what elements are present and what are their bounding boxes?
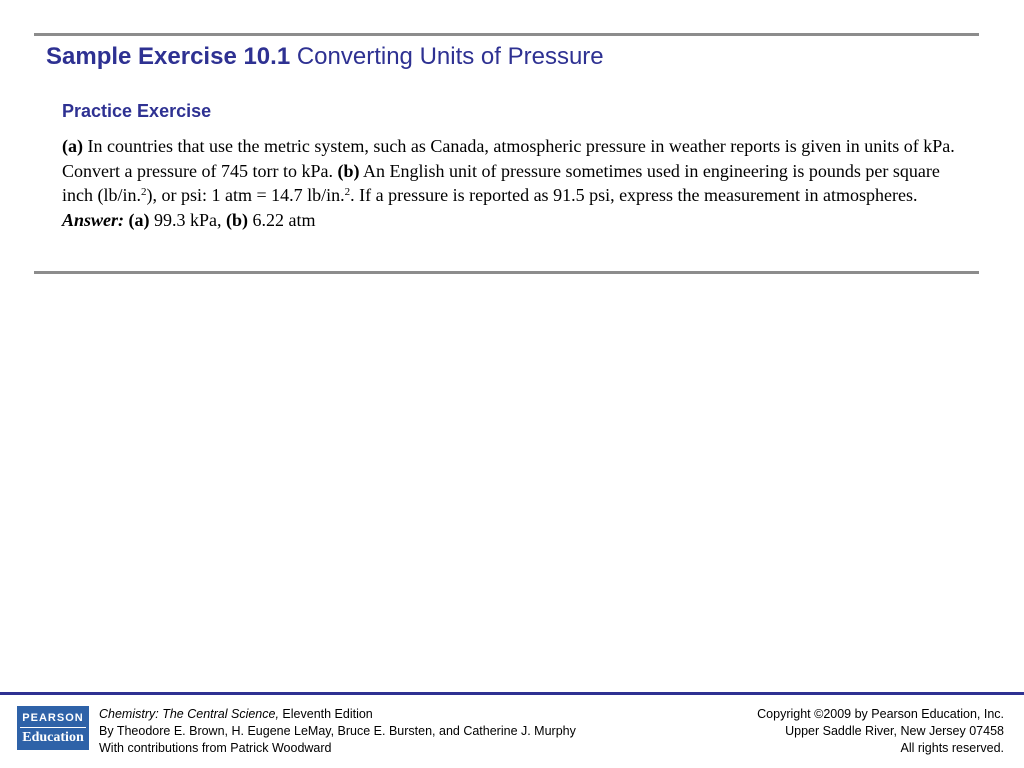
book-edition: Eleventh Edition [282, 707, 373, 721]
logo-divider [20, 727, 86, 728]
practice-exercise-heading: Practice Exercise [62, 101, 212, 121]
footer-book-info [99, 706, 576, 757]
practice-problem-text [62, 134, 962, 232]
slide-title [46, 42, 604, 72]
answer-label: Answer: [62, 209, 125, 230]
part-b-text-2: ), or psi: 1 atm = 14.7 lb/in. [146, 185, 345, 205]
part-a-text: In countries that use the metric system, such as Canada, atmospheric pressure in weather reports is given in units of kPa. Convert a pressure of 745 torr to kPa. [62, 136, 955, 181]
address-line: Upper Saddle River, New Jersey 07458 [785, 724, 1004, 738]
pearson-logo [17, 706, 89, 750]
book-contributions: With contributions from Patrick Woodward [99, 741, 332, 755]
part-b-text-1: An English unit of pressure sometimes used in engineering is pounds per square inch (lb/in. [62, 160, 940, 205]
slide-title-topic: Converting Units of Pressure [296, 43, 604, 70]
slide-title-exercise-number: Sample Exercise 10.1 [46, 43, 291, 70]
footer-divider [0, 692, 1024, 695]
answer-b-label: (b) [226, 209, 249, 230]
answer-b-value: 6.22 atm [252, 209, 316, 230]
copyright-line: Copyright ©2009 by Pearson Education, Inc. [757, 707, 1004, 721]
rights-line: All rights reserved. [900, 741, 1004, 755]
part-a-label: (a) [62, 136, 83, 156]
answer-a-value: 99.3 kPa, [154, 209, 222, 230]
superscript-1: 2 [141, 186, 147, 198]
book-authors: By Theodore E. Brown, H. Eugene LeMay, Bruce E. Bursten, and Catherine J. Murphy [99, 724, 576, 738]
logo-bottom-text: Education [22, 729, 84, 745]
footer-book-line [99, 706, 576, 723]
footer-copyright [757, 706, 1004, 757]
top-divider [34, 33, 979, 36]
part-b-text-3: . If a pressure is reported as 91.5 psi, express the measurement in atmospheres. [350, 185, 918, 205]
logo-top-text: PEARSON [22, 711, 84, 724]
part-b-label: (b) [337, 160, 360, 181]
bottom-divider [34, 271, 979, 274]
book-title: Chemistry: The Central Science, [99, 707, 279, 721]
answer-a-label: (a) [128, 209, 150, 230]
superscript-2: 2 [344, 186, 351, 198]
